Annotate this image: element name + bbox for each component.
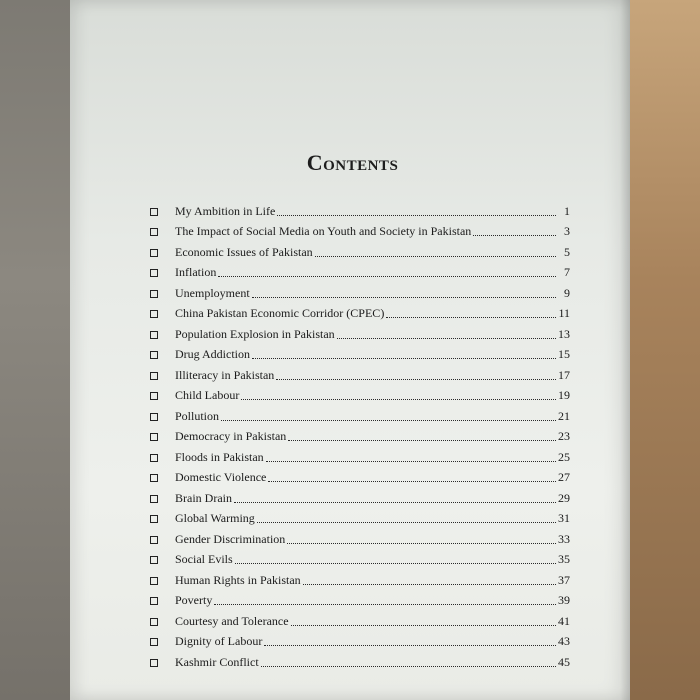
checkbox-icon [150,536,158,544]
checkbox-icon [150,454,158,462]
contents-heading: Contents [306,150,399,175]
toc-entry-page-number: 7 [564,265,570,279]
toc-entry-title: China Pakistan Economic Corridor (CPEC) [175,306,385,320]
toc-entry-title: Global Warming [175,511,255,525]
checkbox-icon [150,597,158,605]
toc-entry-page-number: 35 [558,552,570,566]
toc-entry [150,608,570,629]
toc-entry [150,383,570,404]
toc-entry [150,465,570,486]
toc-entry [150,444,570,465]
dot-leader [337,337,556,339]
checkbox-icon [150,228,158,236]
toc-entry-title: Unemployment [175,285,250,300]
toc-entry-page-number: 9 [564,285,570,300]
toc-entry [150,567,570,588]
toc-entry-page-number: 39 [558,593,570,607]
dot-leader [218,275,556,277]
toc-entry-page-number: 19 [558,388,570,402]
checkbox-icon [150,515,158,523]
checkbox-icon [150,474,158,482]
dot-leader [235,562,556,564]
page-edge-shadow [620,0,630,700]
checkbox-icon [150,331,158,339]
toc-entry-page-number: 31 [558,511,570,525]
toc-entry [150,342,570,363]
toc-entry [150,485,570,506]
toc-entry-title: Brain Drain [175,490,232,505]
checkbox-icon [150,372,158,380]
checkbox-icon [150,433,158,441]
dot-leader [386,316,556,318]
background-left [0,0,70,700]
dot-leader [268,480,556,482]
toc-entry-title: Population Explosion in Pakistan [175,326,335,341]
dot-leader [252,296,556,298]
toc-entry-page-number: 13 [558,326,570,341]
dot-leader [473,234,556,236]
toc-entry-page-number: 5 [564,244,570,259]
toc-entry-title: Human Rights in Pakistan [175,572,301,587]
checkbox-icon [150,392,158,400]
toc-entry-title: Inflation [175,265,217,279]
toc-entry-page-number: 43 [558,634,570,648]
toc-entry-page-number: 27 [558,470,570,484]
dot-leader [303,583,556,585]
toc-entry-title: Social Evils [175,552,233,566]
toc-entry-page-number: 25 [558,449,570,464]
dot-leader [287,542,556,544]
toc-entry-title: Economic Issues of Pakistan [175,244,313,259]
toc-entry-title: Gender Discrimination [175,531,286,546]
toc-entry-title: My Ambition in Life [175,203,276,218]
checkbox-icon [150,310,158,318]
toc-entry-title: Illiteracy in Pakistan [175,367,275,382]
toc-entry-title: Kashmir Conflict [175,654,259,669]
dot-leader [241,398,556,400]
dot-leader [277,214,556,216]
toc-entry [150,260,570,281]
checkbox-icon [150,413,158,421]
dot-leader [221,419,556,421]
toc-entry-page-number: 3 [564,224,570,238]
toc-entry-page-number: 37 [558,572,570,587]
dot-leader [257,521,556,523]
toc-entry-title: Poverty [175,593,213,607]
dot-leader [315,255,556,257]
toc-entry [150,239,570,260]
toc-entry-page-number: 41 [558,613,570,628]
table-of-contents [150,198,570,670]
toc-entry-title: Democracy in Pakistan [175,429,287,443]
dot-leader [266,460,556,462]
dot-leader [252,357,556,359]
checkbox-icon [150,208,158,216]
toc-entry-title: Pollution [175,408,220,423]
checkbox-icon [150,351,158,359]
toc-entry [150,362,570,383]
dot-leader [264,644,556,646]
toc-entry-page-number: 21 [558,408,570,423]
toc-entry [150,424,570,445]
toc-entry [150,649,570,670]
checkbox-icon [150,556,158,564]
toc-entry-page-number: 23 [558,429,570,443]
toc-entry-title: Domestic Violence [175,470,267,484]
toc-entry-title: Drug Addiction [175,347,250,361]
checkbox-icon [150,290,158,298]
toc-entry-page-number: 11 [558,306,570,320]
toc-entry [150,547,570,568]
toc-entry-title: Courtesy and Tolerance [175,613,289,628]
toc-entry-title: Child Labour [175,388,240,402]
checkbox-icon [150,618,158,626]
checkbox-icon [150,659,158,667]
toc-entry [150,526,570,547]
toc-entry-title: The Impact of Social Media on Youth and Society in Pakistan [175,224,472,238]
checkbox-icon [150,249,158,257]
toc-entry-page-number: 15 [558,347,570,361]
toc-entry [150,403,570,424]
toc-entry-page-number: 45 [558,654,570,669]
dot-leader [291,624,556,626]
toc-entry-title: Dignity of Labour [175,634,263,648]
toc-entry [150,301,570,322]
dot-leader [261,665,556,667]
dot-leader [276,378,556,380]
toc-entry [150,198,570,219]
checkbox-icon [150,577,158,585]
toc-entry [150,321,570,342]
dot-leader [234,501,556,503]
dot-leader [214,603,556,605]
checkbox-icon [150,495,158,503]
dot-leader [288,439,556,441]
toc-entry [150,588,570,609]
checkbox-icon [150,638,158,646]
toc-entry-page-number: 33 [558,531,570,546]
toc-entry [150,506,570,527]
toc-entry-page-number: 1 [564,203,570,218]
toc-entry-page-number: 29 [558,490,570,505]
toc-entry [150,280,570,301]
toc-entry-title: Floods in Pakistan [175,449,264,464]
background-right [628,0,700,700]
toc-entry-page-number: 17 [558,367,570,382]
toc-entry [150,629,570,650]
book-page [70,0,630,700]
checkbox-icon [150,269,158,277]
toc-entry [150,219,570,240]
